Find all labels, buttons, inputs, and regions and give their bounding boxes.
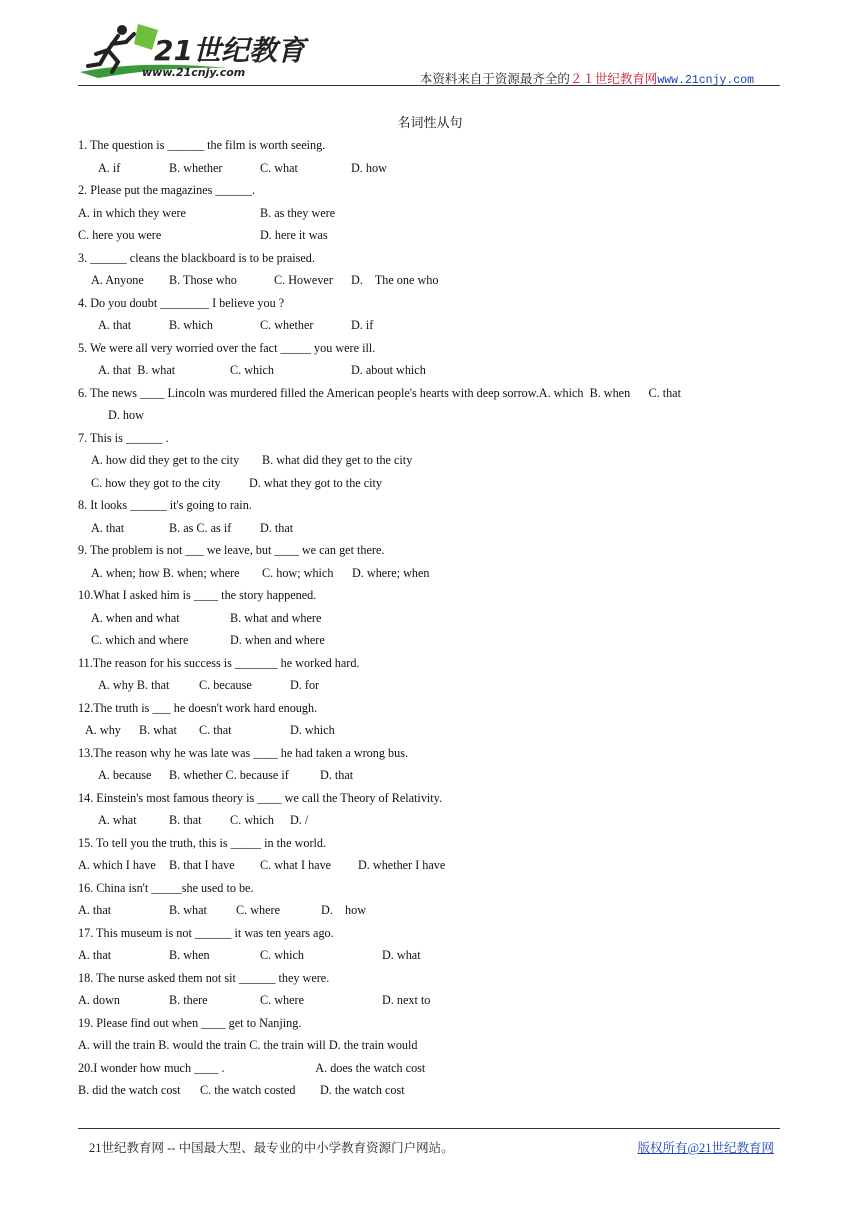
answer-option: B. which — [169, 318, 214, 332]
answer-option: B. that I have — [169, 858, 235, 872]
answer-option: C. which and where — [91, 633, 189, 647]
answer-option: D. whether I have — [358, 858, 446, 872]
question-stem: 15. To tell you the truth, this is _____ in the world. — [78, 835, 327, 850]
options-row — [78, 472, 778, 495]
question-list — [78, 134, 778, 1102]
options-row — [78, 944, 778, 967]
question-stem: 9. The problem is not ___ we leave, but ____ we can get there. — [78, 543, 385, 557]
answer-option: A. down — [78, 993, 120, 1007]
question-stem: 10.What I asked him is ____ the story happened. — [78, 588, 317, 602]
options-row — [78, 562, 778, 585]
answer-option: D. that — [320, 768, 354, 782]
answer-option: C. what — [260, 160, 298, 175]
answer-option: D. which — [290, 723, 335, 737]
question-stem: 18. The nurse asked them not sit ______ they were. — [78, 970, 330, 985]
options-row — [78, 517, 778, 540]
answer-option: A. which I have — [78, 858, 156, 872]
question-stem: 5. We were all very worried over the fact _____ you were ill. — [78, 340, 376, 355]
options-row — [78, 157, 778, 180]
options-row — [78, 989, 778, 1012]
answer-option: D. here it was — [260, 228, 328, 242]
logo-text: 21世纪教育 — [154, 34, 305, 67]
source-url[interactable]: www.21cnjy.com — [657, 74, 754, 87]
options-row — [78, 269, 778, 292]
answer-option: A. when and what — [91, 610, 180, 625]
answer-option: D. about which — [351, 363, 426, 377]
answer-option: A. that — [91, 520, 125, 535]
question-stem: 11.The reason for his success is _______ he worked hard. — [78, 655, 360, 670]
answer-option: C. where — [236, 903, 280, 917]
answer-option: B. Those who — [169, 273, 237, 287]
options-row — [78, 629, 778, 652]
answer-option: B. that — [169, 813, 202, 827]
answer-option: C. that — [199, 723, 232, 737]
options-row — [78, 674, 778, 697]
answer-option: C. here you were — [78, 228, 162, 242]
options-row — [78, 224, 778, 247]
answer-option: D. when and where — [230, 633, 325, 647]
answer-option: C. because — [199, 678, 252, 692]
answer-option: D. for — [290, 678, 320, 692]
answer-option: A. that — [98, 318, 132, 332]
question-stem: 14. Einstein's most famous theory is ____ we call the Theory of Relativity. — [78, 790, 443, 805]
answer-option: C. which — [230, 813, 275, 827]
answer-option: B. as they were — [260, 205, 336, 220]
question-stem: 13.The reason why he was late was ____ he had taken a wrong bus. — [78, 745, 408, 760]
logo-url: www.21cnjy.com — [142, 66, 246, 79]
footer-text: 21世纪教育网 -- 中国最大型、最专业的中小学教育资源门户网站。 — [89, 1141, 454, 1155]
answer-option: A. that — [78, 903, 112, 917]
logo-21cnjy — [78, 20, 305, 82]
source-name: ２１世纪教育网 — [569, 72, 658, 86]
answer-option: A. Anyone — [91, 273, 144, 287]
answer-option: D. The one who — [351, 273, 439, 287]
options-row — [78, 314, 778, 337]
question-stem: 19. Please find out when ____ get to Nanjing. — [78, 1015, 302, 1030]
answer-option: C. However — [274, 273, 333, 287]
question-stem: 1. The question is ______ the film is worth seeing. — [78, 138, 326, 152]
answer-option: D. how — [351, 160, 387, 175]
question-stem: 12.The truth is ___ he doesn't work hard enough. — [78, 700, 318, 715]
answer-option: B. there — [169, 993, 208, 1007]
answer-option: B. whether — [169, 160, 223, 175]
answer-option: C. how; which — [262, 565, 334, 580]
question-stem: 2. Please put the magazines ______. — [78, 183, 256, 197]
answer-option: B. what — [169, 903, 207, 917]
options-row — [78, 1034, 778, 1057]
answer-option: B. what and where — [230, 610, 322, 625]
answer-option: B. when — [169, 948, 210, 962]
answer-option: A. if — [98, 160, 121, 175]
answer-option: B. as C. as if — [169, 520, 232, 535]
answer-option: D. / — [290, 813, 309, 827]
source-prefix: 本资料来自于资源最齐全的 — [419, 72, 570, 86]
options-row — [78, 1079, 778, 1102]
answer-option: D. what — [382, 948, 421, 962]
answer-option: C. how they got to the city — [91, 475, 221, 490]
answer-option: C. which — [230, 363, 275, 377]
options-row — [78, 899, 778, 922]
answer-option: D. how — [321, 903, 367, 917]
answer-option: D. next to — [382, 993, 431, 1007]
options-row — [78, 202, 778, 225]
answer-option: C. where — [260, 993, 304, 1007]
answer-option: A. what — [98, 813, 137, 827]
question-stem-continued: D. how — [108, 408, 144, 422]
question-stem: 20.I wonder how much ____ . A. does the watch cost — [78, 1060, 426, 1075]
options-row — [78, 854, 778, 877]
options-row — [78, 359, 778, 382]
answer-option: D. that — [260, 520, 294, 535]
answer-option: B. did the watch cost — [78, 1083, 181, 1097]
header-divider — [78, 85, 780, 86]
answer-option: D. where; when — [352, 565, 430, 580]
answer-option: D. what they got to the city — [249, 475, 383, 490]
options-row — [78, 809, 778, 832]
question-stem: 16. China isn't _____she used to be. — [78, 880, 254, 895]
question-stem: 17. This museum is not ______ it was ten years ago. — [78, 925, 334, 940]
answer-option: C. what I have — [260, 858, 332, 872]
answer-option: C. which — [260, 948, 305, 962]
page-title: 名词性从句 — [397, 115, 463, 130]
answer-option: A. in which they were — [78, 205, 186, 220]
options-row — [78, 449, 778, 472]
page-header — [78, 20, 780, 86]
answer-option: D. the watch cost — [320, 1083, 405, 1097]
options-row — [78, 607, 778, 630]
answer-option: A. why B. that — [98, 678, 170, 692]
answer-option: A. will the train B. would the train C. the train will D. the train would — [78, 1038, 418, 1052]
options-row — [78, 764, 778, 787]
answer-option: A. that — [78, 948, 112, 962]
answer-option: D. if — [351, 318, 374, 332]
answer-option: A. that B. what — [98, 363, 176, 377]
question-stem: 7. This is ______ . — [78, 430, 169, 445]
question-stem: 6. The news ____ Lincoln was murdered filled the American people's hearts with deep sorrow.A. which B. when C. that — [78, 385, 681, 400]
answer-option: A. because — [98, 768, 152, 782]
answer-option: A. how did they get to the city — [91, 453, 240, 467]
question-stem: 4. Do you doubt ________ I believe you ? — [78, 295, 285, 310]
answer-option: C. the watch costed — [200, 1083, 296, 1097]
question-stem: 3. ______ cleans the blackboard is to be praised. — [78, 250, 315, 265]
answer-option: B. what — [139, 723, 177, 737]
question-stem: 8. It looks ______ it's going to rain. — [78, 498, 252, 512]
answer-option: A. when; how B. when; where — [91, 565, 240, 580]
footer-divider — [78, 1128, 780, 1129]
answer-option: C. whether — [260, 318, 314, 332]
answer-option: B. whether C. because if — [169, 768, 289, 782]
answer-option: A. why — [85, 723, 121, 737]
copyright-link[interactable]: 版权所有@21世纪教育网 — [637, 1141, 774, 1155]
options-row — [78, 719, 778, 742]
answer-option: B. what did they get to the city — [262, 453, 413, 467]
